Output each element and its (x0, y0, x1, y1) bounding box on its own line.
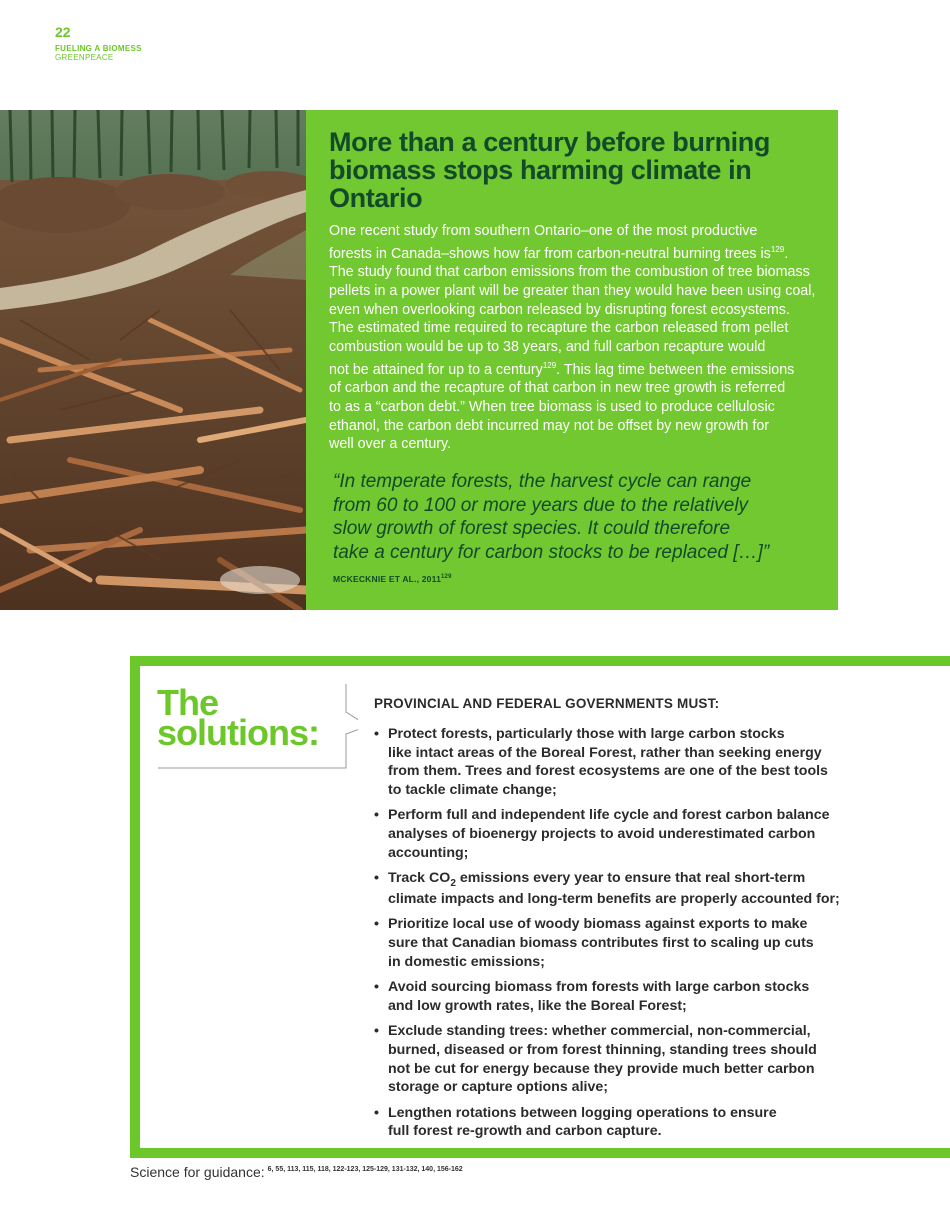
solutions-title: The solutions: (157, 682, 319, 753)
solutions-box (130, 656, 950, 1158)
list-item: • Perform full and independent life cycle and forest carbon balance analyses of bioenergy projects to avoid underestimated carbon accounting; (374, 806, 854, 862)
guidance-references: 6, 55, 113, 115, 118, 122-123, 125-129, 131-132, 140, 156-162 (267, 1166, 463, 1173)
list-item-text: Track CO (388, 870, 451, 887)
list-item (374, 869, 854, 908)
feature-body-text: One recent study from southern Ontario–one of the most productive forests in Canada–shows how far from carbon-neutral burning trees is (329, 223, 771, 262)
list-item: • Exclude standing trees: whether commercial, non-commercial, burned, diseased or from forest thinning, standing trees should not be cut for energy because they provide much better carbon storage or capture options alive; (374, 1022, 854, 1096)
feature-body-text: . This lag time between the emissions of carbon and the recapture of that carbon in new tree growth is referred to as a “carbon debt.” When tree biomass is used to produce cellulosic ethanol, the carbon debt incurred may not be offset by new growth for well over a century. (329, 361, 795, 453)
science-guidance (130, 1164, 463, 1180)
solutions-list (374, 725, 854, 1148)
quote-citation (333, 574, 452, 584)
feature-quote: “In temperate forests, the harvest cycle can range from 60 to 100 or more years due to the relatively slow growth of forest species. It could therefore take a century for carbon stocks to be replaced […]” (333, 471, 770, 563)
feature-body-text: . The study found that carbon emissions from the combustion of tree biomass pellets in a power plant will be greater than they would have been using coal, even when overlooking carbon released by disrupting forest ecosystems. The estimated time required to recapture the carbon released from pellet combustion would be up to 38 years, and full carbon recapture would not be attained for up to a century (329, 245, 816, 378)
list-item: • Prioritize local use of woody biomass against exports to make sure that Canadian biomass contributes first to scaling up cuts in domestic emissions; (374, 915, 854, 971)
list-item-text: emissions every year to ensure that real short-term climate impacts and long-term benefits are properly accounted for; (388, 870, 840, 907)
logging-debris-photo (0, 110, 306, 610)
citation-text: MCKECKNIE ET AL., 2011 (333, 574, 441, 584)
solutions-heading: PROVINCIAL AND FEDERAL GOVERNMENTS MUST: (374, 696, 720, 711)
feature-body (329, 222, 829, 454)
list-item: • Protect forests, particularly those with large carbon stocks like intact areas of the Boreal Forest, rather than seeking energy from them. Trees and forest ecosystems are one of the best tools to tackle climate change; (374, 725, 854, 799)
footnote-ref: 129 (441, 574, 452, 581)
list-item: • Avoid sourcing biomass from forests with large carbon stocks and low growth rates, like the Boreal Forest; (374, 978, 854, 1015)
feature-heading: More than a century before burning biomass stops harming climate in Ontario (329, 127, 770, 213)
page-number: 22 (55, 24, 71, 40)
report-title: FUELING A BIOMESS (55, 44, 142, 53)
list-item: • Lengthen rotations between logging operations to ensure full forest re-growth and carbon capture. (374, 1104, 854, 1141)
feature-panel (306, 110, 838, 610)
co2-subscript: 2 (450, 878, 456, 890)
organization-name: GREENPEACE (55, 53, 114, 62)
footnote-ref: 129 (770, 244, 785, 254)
guidance-label: Science for guidance: (130, 1164, 265, 1180)
footnote-ref: 129 (542, 360, 557, 370)
